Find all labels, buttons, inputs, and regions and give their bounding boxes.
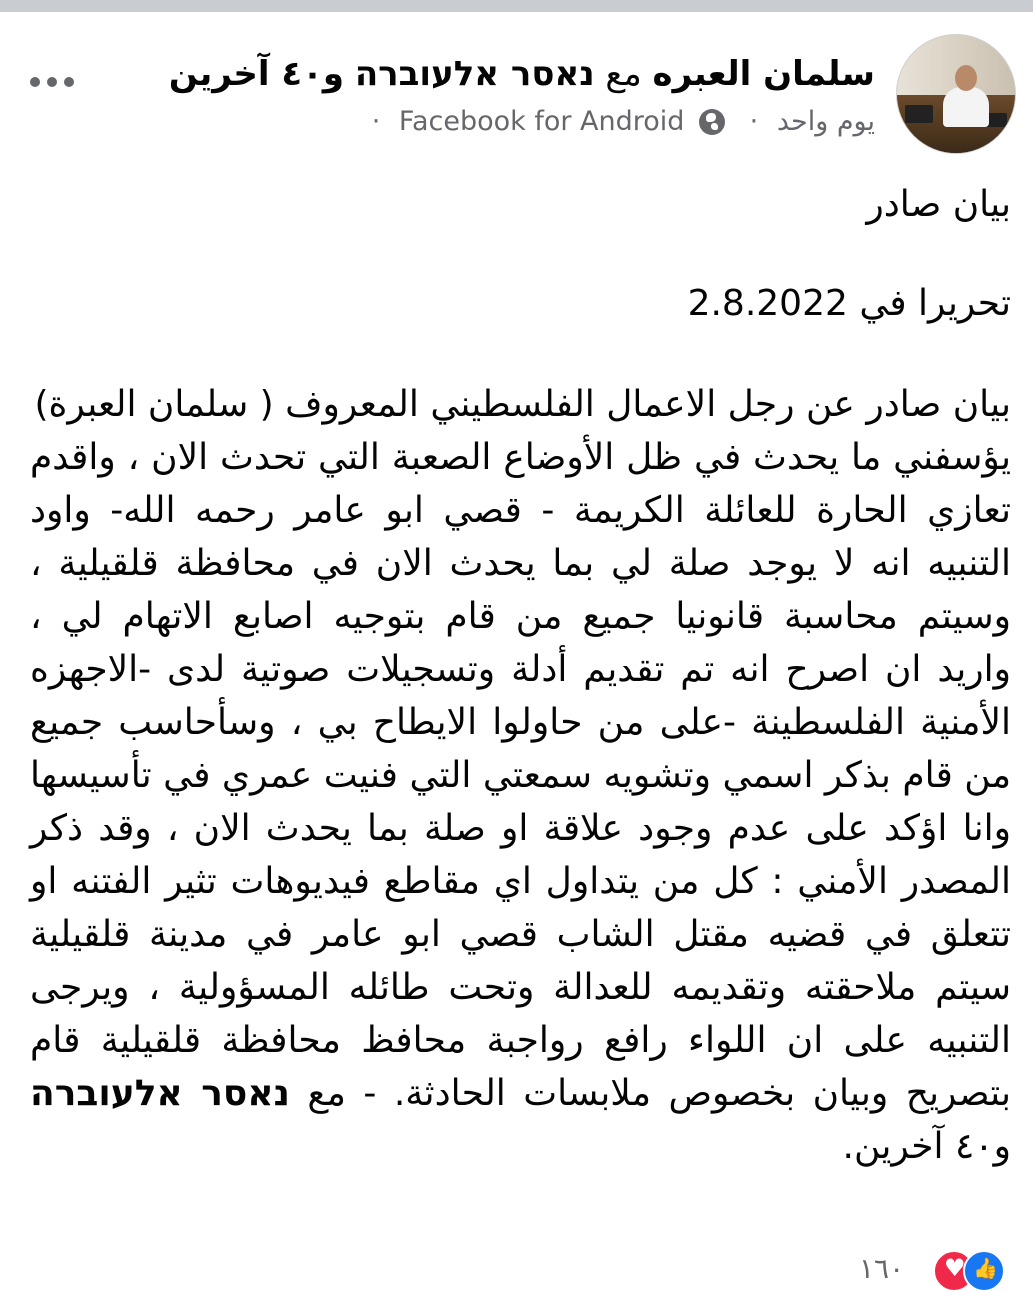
statement-text: يؤسفني ما يحدث في ظل الأوضاع الصعبة التي تحدث الان ، واقدم تعازي الحارة للعائلة الكريمة - قصي ابو عامر رحمه الله- واود التنبيه انه لا يوجد صلة لي بما يحدث الان في محافظة قلقيلية ، وسيتم محاسبة قانونيا جميع من قام بتوجيه اصابع الاتهام لي ، واريد ان اصرح انه تم تقديم أدلة وتسجيلات صوتية لدى -الاجهزه الأمنية الفلسطينة -على من حاولوا الايطاح بي ، وسأحاسب جميع من قام بذكر اسمي وتشويه سمعتي التي فنيت عمري في تأسيسها وانا اؤكد على عدم وجود علاقة او صلة بما يحدث الان ، وقد ذكر المصدر الأمني : كل من يتداول اي مقاطع فيديوهات تثير الفتنه او تتعلق في قضيه مقتل الشاب قصي ابو عامر في مدينة قلقيلية سيتم ملاحقته وتقديمه للعدالة وتحت طائله المسؤولية ، ويرجى التنبيه على ان اللواء رافع رواجبة محافظ محافظة قلقيلية قام بتصريح وبيان بخصوص ملابسات الحادثة. bbox=[30, 437, 1011, 1114]
status-divider bbox=[0, 0, 1033, 12]
others-link[interactable]: و٤٠ آخرين bbox=[168, 54, 345, 94]
post-time[interactable]: يوم واحد bbox=[776, 106, 875, 137]
avatar[interactable] bbox=[896, 34, 1016, 154]
post-text bbox=[30, 178, 1011, 1173]
tag-suffix-name[interactable]: נאסר אלעוברה bbox=[30, 1073, 290, 1114]
tag-suffix-prefix: - مع bbox=[307, 1073, 377, 1114]
globe-icon bbox=[699, 109, 725, 135]
avatar-person-body bbox=[943, 87, 989, 127]
avatar-person-head bbox=[955, 65, 977, 91]
reaction-count: ١٦٠ bbox=[859, 1252, 905, 1285]
author-name[interactable]: سلمان العبره bbox=[652, 54, 875, 94]
post-meta bbox=[362, 104, 875, 140]
with-word: مع bbox=[605, 54, 642, 94]
tagged-name[interactable]: נאסר אלעוברה bbox=[354, 54, 595, 94]
statement-intro: بيان صادر عن رجل الاعمال الفلسطيني المعروف ( سلمان العبرة) bbox=[34, 384, 1011, 425]
reactions-summary[interactable] bbox=[859, 1248, 1019, 1284]
post-header bbox=[0, 12, 1033, 162]
avatar-background bbox=[897, 35, 1015, 95]
more-dot bbox=[64, 77, 74, 87]
meta-separator-end: · bbox=[371, 106, 381, 137]
post-title: بيان صادر bbox=[866, 184, 1011, 225]
like-icon bbox=[963, 1250, 1005, 1292]
statement-body bbox=[30, 431, 1011, 1173]
author-line bbox=[169, 52, 875, 96]
post-source: Facebook for Android bbox=[398, 106, 685, 137]
meta-separator: · bbox=[749, 106, 759, 137]
more-icon[interactable] bbox=[30, 70, 78, 94]
more-dot bbox=[47, 77, 57, 87]
post-date: تحريرا في 2.8.2022 bbox=[687, 283, 1011, 324]
more-dot bbox=[30, 77, 40, 87]
tag-suffix-others[interactable]: و٤٠ آخرين. bbox=[842, 1126, 1011, 1167]
avatar-screen bbox=[905, 105, 933, 123]
